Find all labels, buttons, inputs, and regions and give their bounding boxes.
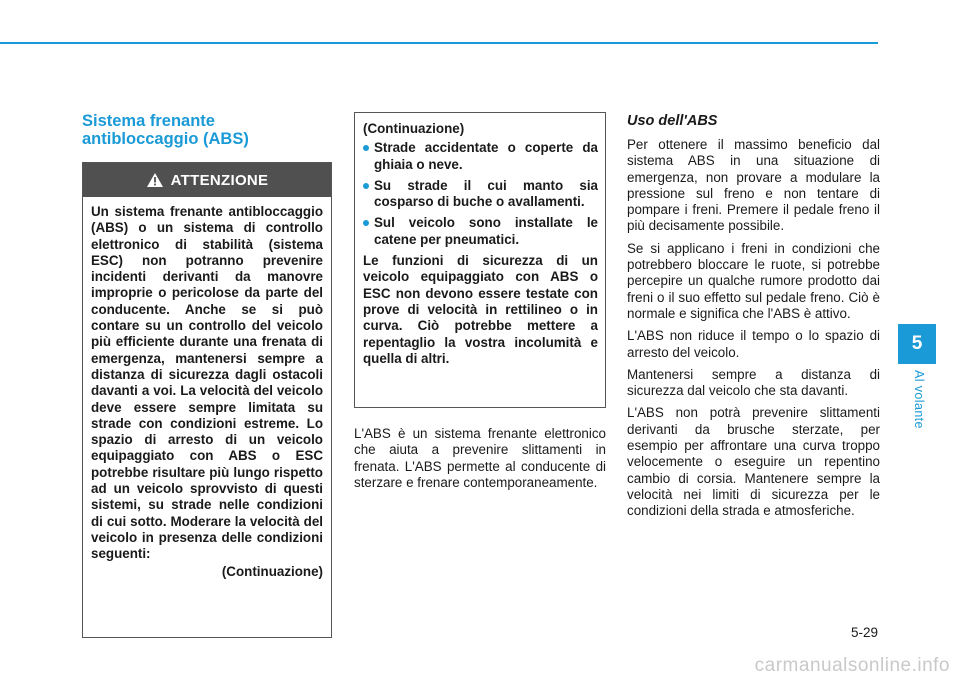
left-column [82,112,334,638]
chapter-tab: 5 [898,324,936,364]
continuation-box [354,112,606,408]
bullet-icon [363,183,369,189]
abs-description: L'ABS è un sistema frenante elettronico che aiuta a prevenire slittamenti in frenata. L'ABS permette al conducente di sterzare e frenare contemporaneamente. [354,426,606,490]
paragraph: Se si applicano i freni in condizioni che potrebbero bloccare le ruote, si potrebbe percepire un qualche rumore prodotto dai freni o il suo effetto sul pedale freno. Ciò è normale e significa che l'ABS è attivo. [627,240,880,321]
conditions-list [363,140,598,248]
paragraph: Per ottenere il massimo beneficio dal sistema ABS in una situazione di emergenza, non provare a modulare la pressione sul freno e non tentare di pompare i freni. Premere il pedale freno il più decisamente possibile. [627,137,880,234]
subsection-heading: Uso dell'ABS [627,113,718,129]
paragraph: L'ABS non riduce il tempo o lo spazio di arresto del veicolo. [627,328,880,360]
bullet-icon [363,145,369,151]
middle-column [354,112,606,491]
page-number: 5-29 [850,625,878,640]
warning-header [83,163,331,197]
warning-continued: (Continuazione) [221,563,323,579]
watermark: carmanualsonline.info [754,655,950,676]
list-item: Sul veicolo sono installate le catene per pneumatici. [363,215,598,248]
safety-note: Le funzioni di sicurezza di un veicolo equipaggiato con ABS o ESC non devono essere testate con prove di velocità in rettilineo o in curva. Ciò potrebbe mettere a repentaglio la vostra incolumità e quella di altri. [363,253,598,366]
warning-text: Un sistema frenante antibloccaggio (ABS) o un sistema di controllo elettronico di stabilità (sistema ESC) non potranno prevenire incidenti derivanti da manovre improprie o pericolose da parte del conducente. Anche se si può contare su un controllo del veicolo più efficiente durante una frenata di emergenza, mantenersi sempre a distanza di sicurezza dagli ostacoli davanti a voi. La velocità del veicolo deve essere sempre limitata su strade con condizioni estreme. Lo spazio di arresto di un veicolo equipaggiato con ABS o ESC potrebbe risultare più lungo rispetto ad un veicolo sprovvisto di questi sistemi, su strade nelle condizioni di cui sotto. Moderare la velocità del veicolo in presenza delle condizioni seguenti: [91,204,323,562]
list-item: Strade accidentate o coperte da ghiaia o neve. [363,140,598,173]
warning-triangle-icon [146,172,164,188]
section-title: Sistema frenante antibloccaggio (ABS) [82,112,249,148]
right-column [627,112,880,526]
warning-label: ATTENZIONE [170,171,269,189]
chapter-label: Al volante [912,370,926,429]
continued-label: (Continuazione) [363,121,465,136]
paragraph: L'ABS non potrà prevenire slittamenti derivanti da brusche sterzate, per esempio per affrontare una curva troppo velocemente o eseguire un repentino cambio di corsia. Mantenere sempre la velocità nei limiti di sicurezza per le condizioni della strada e atmosferiche. [627,405,880,519]
warning-box [82,162,332,638]
paragraph: Mantenersi sempre a distanza di sicurezza dal veicolo che sta davanti. [627,366,880,399]
list-item: Su strade il cui manto sia cosparso di buche o avallamenti. [363,178,598,211]
warning-body [83,197,331,580]
top-rule [0,42,878,44]
bullet-icon [363,220,369,226]
